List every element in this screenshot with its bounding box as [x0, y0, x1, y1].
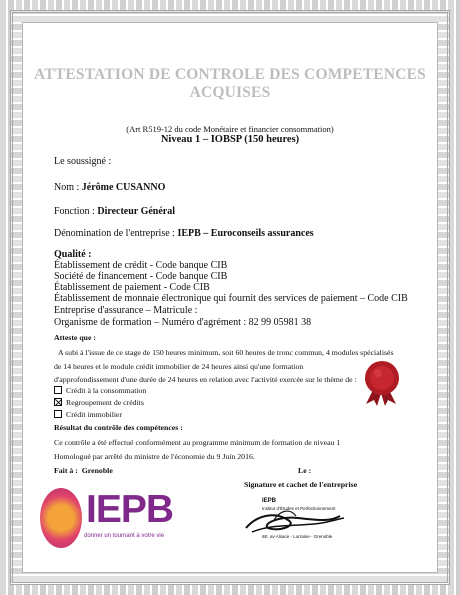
theme-option [54, 386, 146, 395]
theme-option [54, 410, 122, 419]
stamp-line: Institut d'Études et Perfectionnement [262, 506, 336, 511]
quality-item: Établissement de crédit - Code banque CIB [54, 260, 228, 271]
stamp-org: IEPB [262, 498, 277, 504]
checkbox-credit-consolidation[interactable] [54, 398, 62, 406]
checkbox-mortgage-credit[interactable] [54, 410, 62, 418]
legal-reference: (Art R519-12 du code Monétaire et financier consommation) [126, 124, 334, 134]
name-line [54, 182, 165, 193]
company-line [54, 228, 314, 239]
checkbox-consumer-credit[interactable] [54, 386, 62, 394]
attest-text: A subi à l'issue de ce stage de 150 heures minimum, soit 60 heures de tronc commun, 4 modules spécialisés [58, 348, 394, 357]
document-title: ATTESTATION DE CONTROLE DES COMPETENCES ACQUISES [34, 66, 426, 101]
attest-text: de 14 heures et le module crédit immobilier de 24 heures ainsi qu'une formation [54, 362, 304, 371]
logo-text: IEPB [86, 488, 174, 531]
signature-label: Signature et cachet de l'entreprise [244, 480, 358, 489]
quality-item: Établissement de paiement - Code CIB [54, 282, 210, 293]
stamp-line: 6E, av Alsace - Lorraine - Grenoble [262, 534, 333, 539]
quality-label: Qualité : [54, 249, 92, 260]
undersigned-label: Le soussigné : [54, 156, 112, 167]
result-label: Résultat du contrôle des compétences : [54, 423, 183, 432]
theme-option [54, 398, 144, 407]
attest-label: Atteste que : [54, 333, 97, 342]
handwritten-signature-icon [218, 498, 368, 546]
place-label: Fait à : [54, 466, 78, 475]
logo-tagline: donner un tournant à votre vie [84, 533, 165, 539]
theme-label: Crédit immobilier [66, 410, 123, 419]
name-label: Nom : [54, 182, 82, 193]
place-line [54, 466, 113, 475]
iepb-logo [40, 488, 175, 548]
theme-label: Regroupement de crédits [66, 398, 144, 407]
company-value: IEPB – Euroconseils assurances [177, 228, 314, 239]
function-line [54, 206, 175, 217]
quality-item: Établissement de monnaie électronique qui fournit des services de paiement – Code CIB [54, 293, 408, 304]
company-stamp [218, 498, 368, 546]
place-value: Grenoble [81, 466, 113, 475]
quality-item: Organisme de formation – Numéro d'agrément : 82 99 05981 38 [54, 317, 312, 328]
logo-emblem-icon [40, 488, 82, 548]
date-label: Le : [298, 466, 312, 475]
name-value: Jérôme CUSANNO [81, 182, 166, 193]
wax-seal-icon [358, 358, 406, 406]
level-heading: Niveau 1 – IOBSP (150 heures) [160, 134, 300, 145]
theme-label: Crédit à la consommation [66, 386, 147, 395]
quality-item: Société de financement - Code banque CIB [54, 271, 228, 282]
attest-text: d'approfondissement d'une durée de 24 heures en relation avec l'activité exercée sur le thème de : [54, 375, 357, 384]
company-label: Dénomination de l'entreprise : [54, 228, 178, 239]
quality-item: Entreprise d'assurance – Matricule : [54, 305, 198, 316]
function-label: Fonction : [54, 206, 98, 217]
result-text: Homologué par arrêté du ministre de l'économie du 9 Juin 2016. [54, 452, 255, 461]
function-value: Directeur Général [97, 206, 175, 217]
result-text: Ce contrôle a été effectué conformément au programme minimum de formation de niveau 1 [54, 438, 341, 447]
